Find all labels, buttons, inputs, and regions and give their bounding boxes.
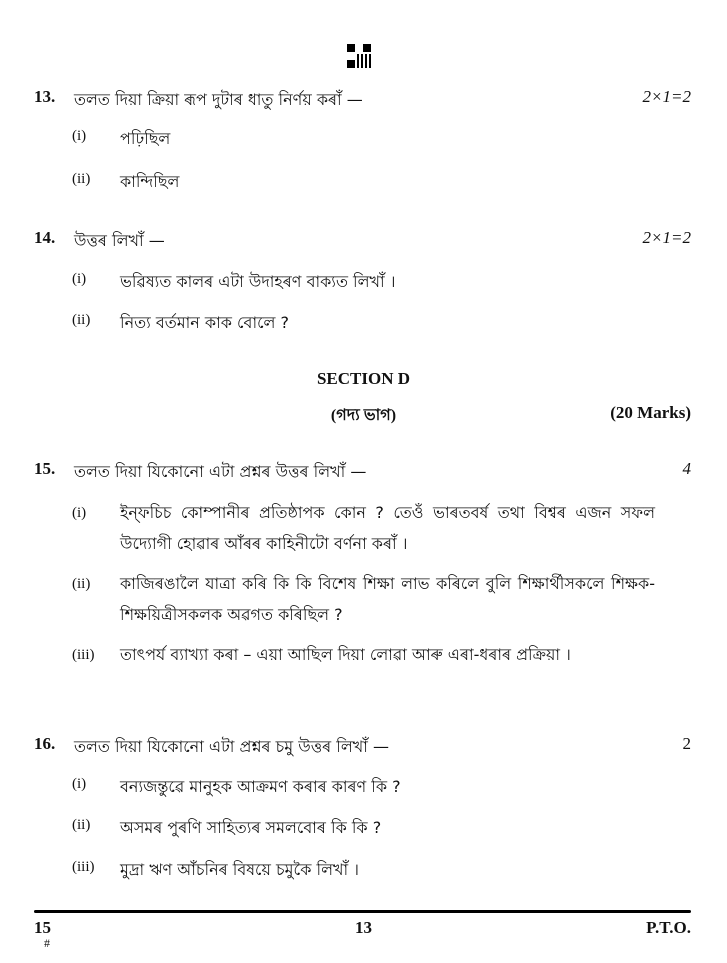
item-label: (iii) [72,859,95,875]
item-label: (ii) [72,171,91,187]
item-text: কাজিৰঙালৈ যাত্ৰা কৰি কি কি বিশেষ শিক্ষা লাভ কৰিলে বুলি শিক্ষাৰ্থীসকলে শিক্ষক-শিক্ষয়িত্ৰীসকলক অৱগত কৰিছিল ? [120,574,655,624]
paper-code: 15 [34,918,51,937]
item-text: বন্যজন্তুৱে মানুহক আক্ৰমণ কৰাৰ কাৰণ কি ? [120,777,401,796]
page-number: 13 [355,918,372,937]
question-text: তলত দিয়া যিকোনো এটা প্ৰশ্নৰ চমু উত্তৰ লিখাঁ — [74,737,389,756]
question-text: উত্তৰ লিখাঁ — [74,231,165,250]
item-text: মুদ্ৰা ঋণ আঁচনিৰ বিষয়ে চমুকৈ লিখাঁ । [120,860,359,879]
item-label: (iii) [72,647,95,663]
item-text: তাৎপৰ্য ব্যাখ্যা কৰা – এয়া আছিল দিয়া লোৱা আৰু এৰা-ধৰাৰ প্ৰক্ৰিয়া । [120,645,571,664]
question-number: 16. [34,734,56,753]
item-text: কান্দিছিল [120,172,180,191]
question-marks: 2 [682,734,691,753]
footer-rule [34,910,691,913]
item-text: পঢ়িছিল [120,129,171,148]
qr-code [347,44,371,68]
question-marks: 2×1=2 [642,87,691,106]
hash-mark: # [44,936,50,950]
pto-label: P.T.O. [646,918,691,937]
item-text: ভৱিষ্যত কালৰ এটা উদাহৰণ বাক্যত লিখাঁ । [120,272,396,291]
question-text: তলত দিয়া ক্ৰিয়া ৰূপ দুটাৰ ধাতু নিৰ্ণয় কৰাঁ — [74,90,363,109]
question-number: 15. [34,459,56,478]
item-label: (i) [72,128,87,144]
item-label: (i) [72,505,87,521]
question-marks: 4 [682,459,691,478]
item-text: অসমৰ পুৰণি সাহিত্যৰ সমলবোৰ কি কি ? [120,818,382,837]
item-label: (i) [72,776,87,792]
item-label: (ii) [72,817,91,833]
question-text: তলত দিয়া যিকোনো এটা প্ৰশ্নৰ উত্তৰ লিখাঁ — [74,462,367,481]
item-label: (i) [72,271,87,287]
item-text: ইন্‌ফচিচ কোম্পানীৰ প্ৰতিষ্ঠাপক কোন ? তেওঁ ভাৰতবৰ্ষ তথা বিশ্বৰ এজন সফল উদ্যোগী হোৱাৰ আঁৰৰ কাহিনীটো বৰ্ণনা কৰাঁ । [120,503,655,553]
item-text: নিত্য বৰ্তমান কাক বোলে ? [120,313,290,332]
item-label: (ii) [72,312,91,328]
item-label: (ii) [72,576,91,592]
question-number: 13. [34,87,56,106]
section-subtitle: (গদ্য ভাগ) [330,407,397,424]
question-marks: 2×1=2 [642,228,691,247]
question-number: 14. [34,228,56,247]
section-title: SECTION D [316,369,411,388]
section-marks: (20 Marks) [610,403,691,422]
